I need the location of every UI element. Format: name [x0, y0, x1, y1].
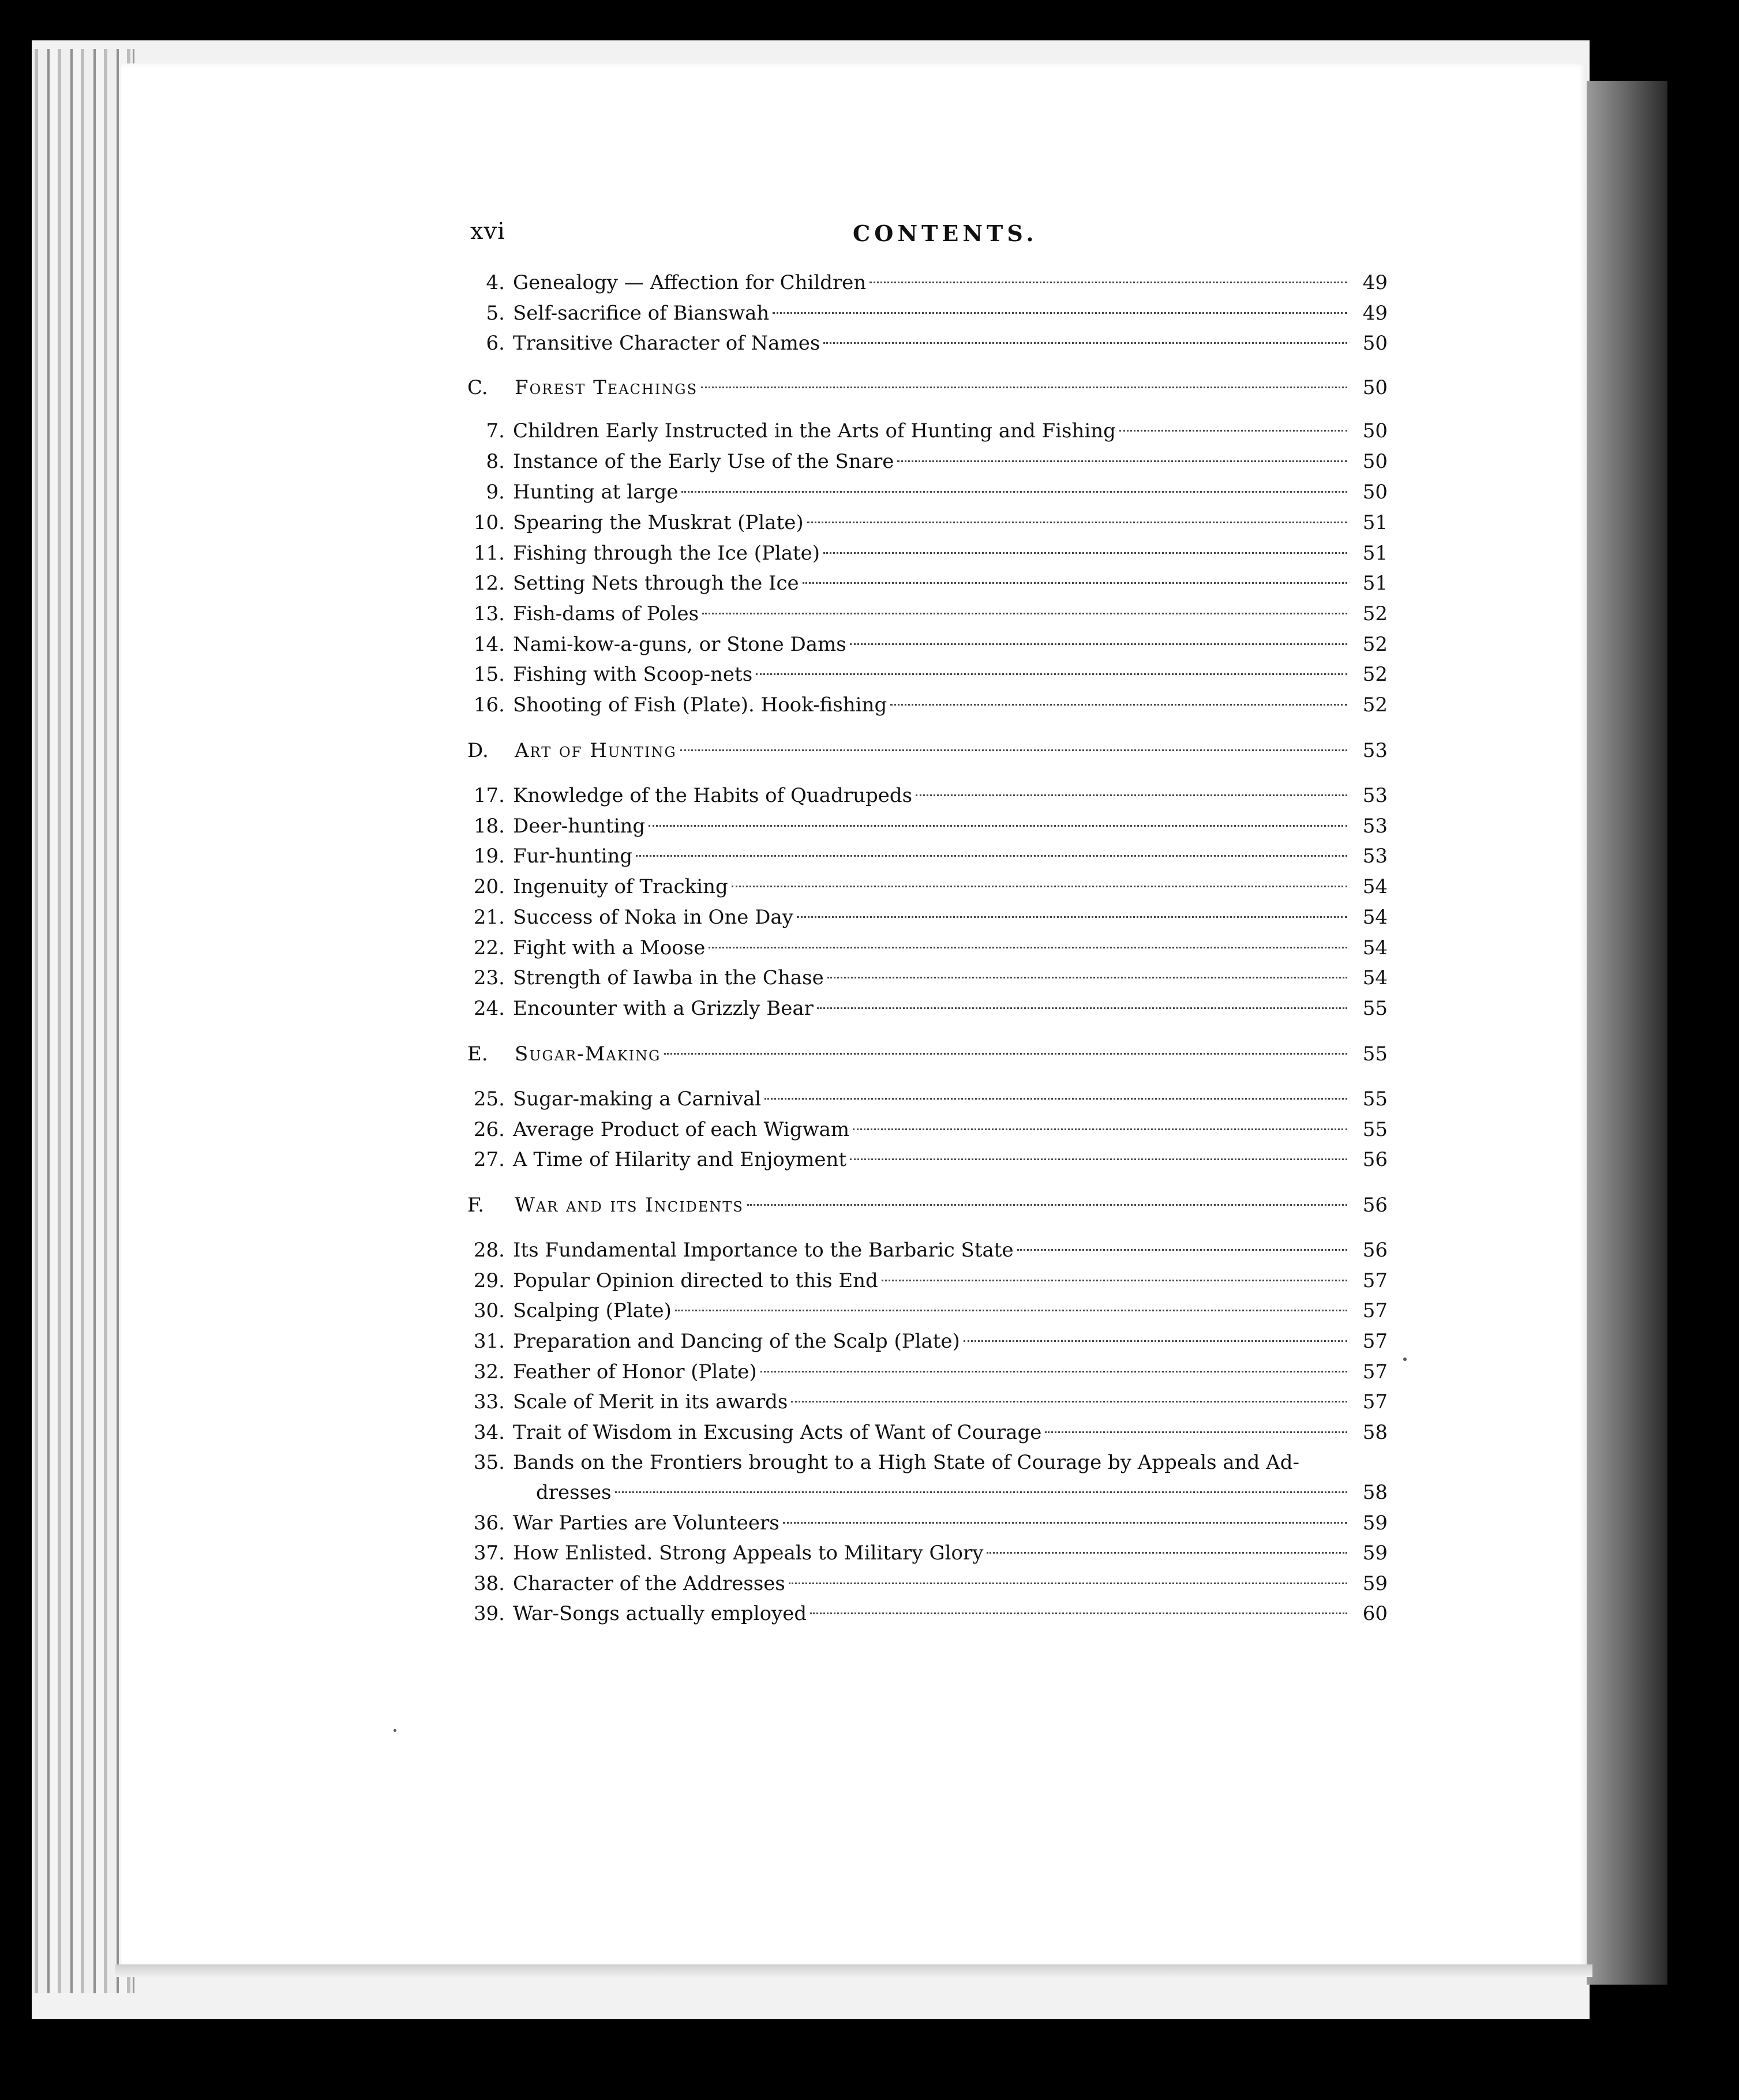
section-title: Forest Teachings	[515, 376, 698, 399]
entry-page-number: 60	[1362, 1602, 1388, 1625]
entry-number: 33.	[473, 1390, 505, 1413]
dot-leader	[964, 1340, 1347, 1342]
toc-entry-row	[464, 1296, 1388, 1325]
toc-entry-row	[464, 842, 1388, 871]
entry-page-number: 57	[1362, 1269, 1388, 1292]
dot-leader	[1119, 430, 1347, 432]
toc-entry-row	[464, 268, 1388, 297]
dot-leader	[1045, 1431, 1347, 1433]
entry-page-number: 56	[1362, 1148, 1388, 1171]
toc-entry-row	[464, 329, 1388, 358]
toc-section-row	[467, 1040, 1388, 1068]
toc-entry-row	[464, 569, 1388, 598]
entry-page-number: 52	[1362, 663, 1388, 686]
entry-number: 16.	[473, 693, 505, 717]
entry-page-number: 55	[1362, 1088, 1388, 1111]
entry-page-number: 56	[1362, 1194, 1388, 1217]
toc-entry-row	[464, 1115, 1388, 1144]
entry-page-number: 58	[1362, 1421, 1388, 1444]
dot-leader	[760, 1371, 1347, 1372]
entry-number: 22.	[473, 936, 505, 959]
toc-entry-row	[464, 872, 1388, 901]
entry-title: Character of the Addresses	[513, 1572, 785, 1595]
dot-leader	[791, 1401, 1347, 1402]
dot-leader	[827, 977, 1347, 978]
entry-title: Average Product of each Wigwam	[513, 1118, 850, 1141]
dot-leader	[890, 704, 1347, 706]
section-letter: D.	[467, 739, 489, 762]
section-letter: E.	[467, 1042, 488, 1066]
entry-number: 17.	[473, 784, 505, 807]
entry-number: 21.	[473, 906, 505, 929]
entry-title: Feather of Honor (Plate)	[513, 1360, 757, 1383]
entry-title: Fishing through the Ice (Plate)	[513, 542, 820, 565]
dot-leader	[810, 1612, 1347, 1614]
entry-page-number: 59	[1362, 1542, 1388, 1565]
entry-number: 32.	[473, 1360, 505, 1383]
dot-leader	[797, 916, 1347, 918]
entry-number: 8.	[486, 450, 505, 473]
dot-leader	[732, 886, 1347, 887]
toc-entry-row	[464, 963, 1388, 992]
entry-number: 24.	[473, 997, 505, 1020]
entry-number: 35.	[473, 1451, 505, 1474]
entry-page-number: 55	[1362, 1042, 1388, 1066]
dot-leader	[803, 582, 1347, 584]
toc-entry-row	[464, 691, 1388, 719]
entry-number: 13.	[473, 602, 505, 625]
entry-title: Nami-kow-a-guns, or Stone Dams	[513, 633, 846, 656]
dot-leader	[747, 1204, 1347, 1206]
entry-title: Fishing with Scoop-nets	[513, 663, 753, 686]
entry-title: Deer-hunting	[513, 815, 646, 838]
dot-leader	[615, 1491, 1347, 1493]
entry-number: 31.	[473, 1330, 505, 1353]
toc-entry-row	[464, 1599, 1388, 1628]
entry-number: 39.	[473, 1602, 505, 1625]
entry-number: 28.	[473, 1239, 505, 1262]
entry-number: 34.	[473, 1421, 505, 1444]
dot-leader	[756, 673, 1347, 675]
toc-entry-row	[464, 1387, 1388, 1416]
toc-section-row	[467, 373, 1388, 402]
dot-leader	[870, 282, 1347, 283]
dot-leader	[636, 855, 1347, 857]
entry-title: How Enlisted. Strong Appeals to Military Glory	[513, 1542, 984, 1565]
entry-number: 5.	[486, 302, 505, 325]
toc-entry-row	[464, 1236, 1388, 1265]
entry-page-number: 54	[1362, 966, 1388, 989]
toc-entry-row	[464, 599, 1388, 628]
section-title: War and its Incidents	[515, 1194, 744, 1217]
toc-section-row	[467, 1191, 1388, 1220]
scan-speck	[393, 1729, 396, 1732]
toc-entry-row	[464, 994, 1388, 1023]
dot-leader	[823, 342, 1347, 344]
entry-title: Fight with a Moose	[513, 936, 706, 959]
entry-page-number: 54	[1362, 875, 1388, 898]
dot-leader	[783, 1522, 1347, 1524]
entry-number: 38.	[473, 1572, 505, 1595]
entry-page-number: 53	[1362, 739, 1388, 762]
entry-title: Ingenuity of Tracking	[513, 875, 728, 898]
toc-entry-row	[464, 781, 1388, 810]
toc-entry-row	[464, 299, 1388, 328]
toc-entry-row	[464, 933, 1388, 962]
entry-number: 36.	[473, 1512, 505, 1535]
entry-page-number: 54	[1362, 936, 1388, 959]
entry-number: 29.	[473, 1269, 505, 1292]
entry-number: 6.	[486, 332, 505, 355]
entry-page-number: 51	[1362, 542, 1388, 565]
entry-title: A Time of Hilarity and Enjoyment	[513, 1148, 847, 1171]
entry-page-number: 58	[1362, 1481, 1388, 1504]
dot-leader	[680, 749, 1347, 751]
entry-title: Strength of Iawba in the Chase	[513, 966, 824, 989]
toc-entry-row	[464, 1569, 1388, 1598]
toc-entry-row	[464, 417, 1388, 445]
entry-title: Trait of Wisdom in Excusing Acts of Want of Courage	[513, 1421, 1042, 1444]
entry-number: 4.	[486, 271, 505, 294]
dot-leader	[823, 552, 1347, 554]
toc-entry-row	[464, 1085, 1388, 1113]
entry-title: Genealogy — Affection for Children	[513, 271, 867, 294]
toc-entry-row	[464, 508, 1388, 537]
entry-title: Preparation and Dancing of the Scalp (Plate)	[513, 1330, 960, 1353]
entry-number: 11.	[473, 542, 505, 565]
entry-page-number: 53	[1362, 815, 1388, 838]
entry-number: 12.	[473, 572, 505, 595]
entry-title: Scale of Merit in its awards	[513, 1390, 788, 1413]
entry-title: Transitive Character of Names	[513, 332, 820, 355]
entry-title: Sugar-making a Carnival	[513, 1088, 762, 1111]
dot-leader	[773, 312, 1347, 314]
entry-page-number: 50	[1362, 332, 1388, 355]
entry-page-number: 53	[1362, 845, 1388, 868]
entry-page-number: 52	[1362, 602, 1388, 625]
entry-page-number: 50	[1362, 450, 1388, 473]
entry-number: 7.	[486, 419, 505, 442]
dot-leader	[681, 491, 1347, 493]
entry-number: 10.	[473, 511, 505, 534]
entry-title: Fur-hunting	[513, 845, 633, 868]
toc-entry-row	[464, 1418, 1388, 1447]
dot-leader	[649, 825, 1347, 827]
section-title: Art of Hunting	[515, 739, 677, 762]
running-head: CONTENTS.	[853, 220, 1038, 246]
dot-leader	[850, 643, 1347, 645]
entry-title: Encounter with a Grizzly Bear	[513, 997, 814, 1020]
entry-title-continuation: dresses	[536, 1481, 612, 1504]
toc-entry-row	[464, 478, 1388, 507]
entry-page-number: 51	[1362, 572, 1388, 595]
dot-leader	[709, 947, 1347, 948]
toc-entry-row	[464, 1266, 1388, 1295]
dot-leader	[701, 387, 1347, 388]
entry-page-number: 57	[1362, 1390, 1388, 1413]
entry-page-number: 51	[1362, 511, 1388, 534]
entry-title: Instance of the Early Use of the Snare	[513, 450, 894, 473]
entry-page-number: 55	[1362, 1118, 1388, 1141]
scan-speck	[1403, 1357, 1407, 1361]
entry-number: 19.	[473, 845, 505, 868]
dot-leader	[675, 1310, 1347, 1311]
entry-title: Popular Opinion directed to this End	[513, 1269, 878, 1292]
section-letter: C.	[467, 376, 488, 399]
dot-leader	[817, 1007, 1347, 1009]
entry-page-number: 49	[1362, 302, 1388, 325]
toc-section-row	[467, 736, 1388, 765]
entry-page-number: 55	[1362, 997, 1388, 1020]
toc-entry-row	[464, 1448, 1388, 1477]
dot-leader	[664, 1053, 1347, 1055]
entry-title: Fish-dams of Poles	[513, 602, 699, 625]
entry-title: Shooting of Fish (Plate). Hook-fishing	[513, 693, 887, 717]
toc-entry-row	[464, 1357, 1388, 1386]
dot-leader	[702, 613, 1347, 614]
entry-title: Bands on the Frontiers brought to a High State of Courage by Appeals and Ad-	[513, 1451, 1299, 1474]
entry-title: Knowledge of the Habits of Quadrupeds	[513, 784, 913, 807]
entry-number: 14.	[473, 633, 505, 656]
entry-number: 30.	[473, 1299, 505, 1322]
entry-page-number: 50	[1362, 419, 1388, 442]
toc-entry-row	[464, 1509, 1388, 1537]
entry-page-number: 57	[1362, 1360, 1388, 1383]
dot-leader	[850, 1158, 1347, 1160]
entry-title: Spearing the Muskrat (Plate)	[513, 511, 804, 534]
toc-entry-row	[464, 660, 1388, 689]
toc-entry-row	[464, 1539, 1388, 1567]
entry-number: 23.	[473, 966, 505, 989]
section-title: Sugar-Making	[515, 1042, 661, 1066]
entry-page-number: 57	[1362, 1299, 1388, 1322]
entry-page-number: 56	[1362, 1239, 1388, 1262]
toc-entry-row	[464, 539, 1388, 568]
entry-number: 37.	[473, 1542, 505, 1565]
toc-entry-row	[464, 903, 1388, 932]
entry-number: 27.	[473, 1148, 505, 1171]
entry-title: Children Early Instructed in the Arts of Hunting and Fishing	[513, 419, 1116, 442]
toc-entry-row	[464, 1327, 1388, 1356]
entry-number: 20.	[473, 875, 505, 898]
entry-number: 18.	[473, 815, 505, 838]
entry-title: Its Fundamental Importance to the Barbaric State	[513, 1239, 1014, 1262]
entry-title: War Parties are Volunteers	[513, 1512, 779, 1535]
dot-leader	[987, 1552, 1347, 1554]
toc-entry-continuation	[536, 1478, 1388, 1507]
entry-page-number: 49	[1362, 271, 1388, 294]
dot-leader	[764, 1098, 1347, 1100]
entry-number: 26.	[473, 1118, 505, 1141]
entry-title: Scalping (Plate)	[513, 1299, 672, 1322]
dot-leader	[789, 1582, 1347, 1584]
entry-title: Hunting at large	[513, 481, 679, 504]
toc-entry-row	[464, 1145, 1388, 1174]
dot-leader	[853, 1128, 1347, 1130]
entry-page-number: 59	[1362, 1572, 1388, 1595]
entry-page-number: 54	[1362, 906, 1388, 929]
dot-leader	[916, 794, 1347, 796]
toc-entry-row	[464, 812, 1388, 841]
entry-page-number: 57	[1362, 1330, 1388, 1353]
page-number: xvi	[470, 218, 505, 245]
entry-page-number: 52	[1362, 633, 1388, 656]
entry-number: 25.	[473, 1088, 505, 1111]
dot-leader	[882, 1280, 1347, 1281]
entry-page-number: 53	[1362, 784, 1388, 807]
entry-number: 9.	[486, 481, 505, 504]
entry-page-number: 50	[1362, 376, 1388, 399]
dot-leader	[1017, 1249, 1347, 1251]
entry-page-number: 52	[1362, 693, 1388, 717]
entry-title: Success of Noka in One Day	[513, 906, 793, 929]
entry-page-number: 50	[1362, 481, 1388, 504]
dot-leader	[807, 522, 1347, 523]
entry-title: Self-sacrifice of Bianswah	[513, 302, 770, 325]
entry-number: 15.	[473, 663, 505, 686]
entry-page-number: 59	[1362, 1512, 1388, 1535]
section-letter: F.	[467, 1194, 485, 1217]
toc-entry-row	[464, 447, 1388, 476]
dot-leader	[897, 460, 1347, 462]
toc-entry-row	[464, 630, 1388, 659]
entry-title: Setting Nets through the Ice	[513, 572, 799, 595]
entry-title: War-Songs actually employed	[513, 1602, 807, 1625]
